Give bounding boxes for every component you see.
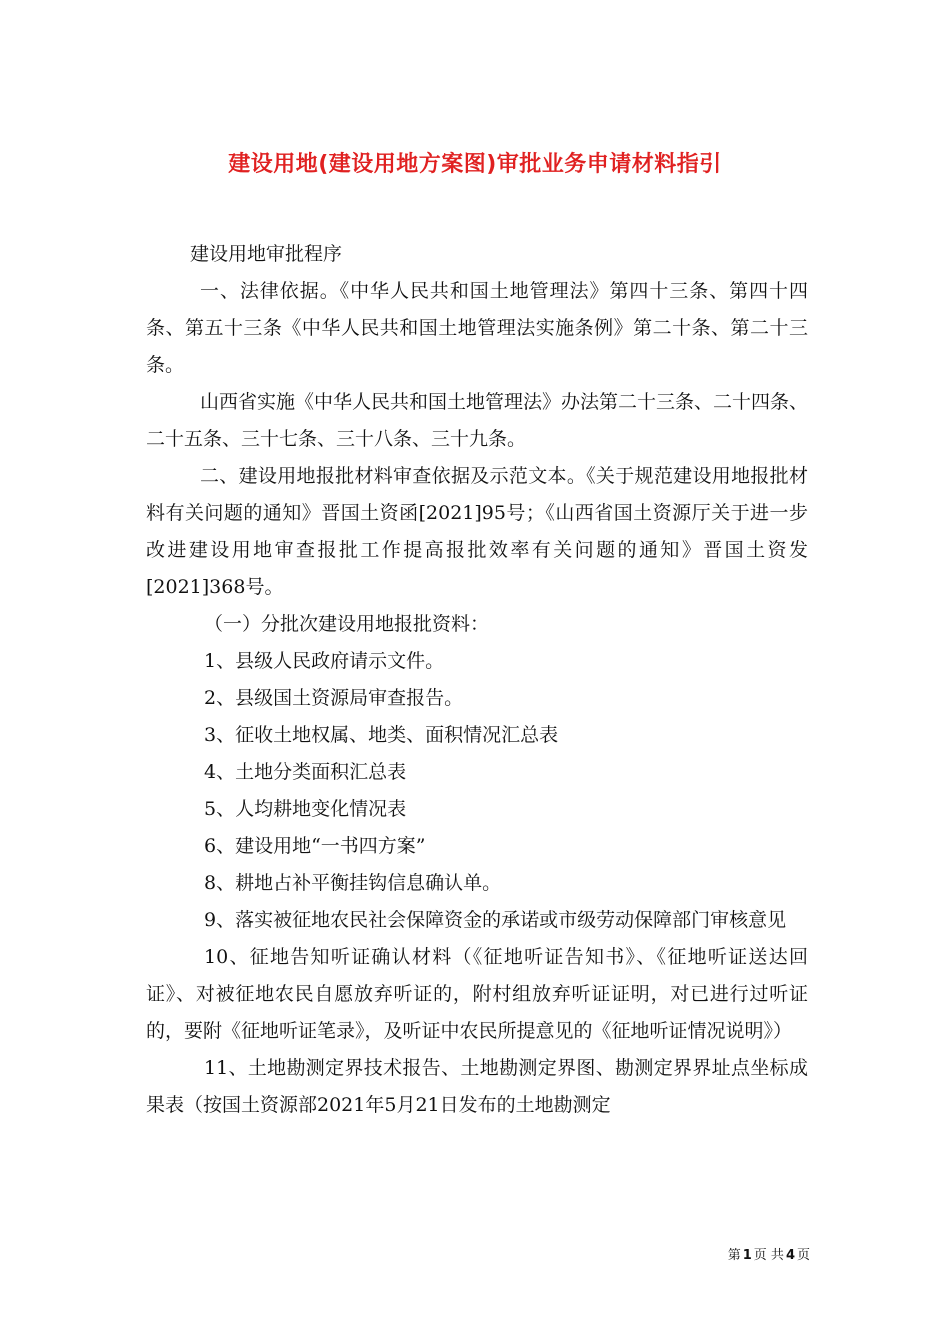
footer-prefix: 第 xyxy=(727,1248,741,1263)
document-body xyxy=(146,236,808,1124)
page-number-footer xyxy=(700,1247,810,1265)
document-title: 建设用地(建设用地方案图)审批业务申请材料指引 xyxy=(228,151,722,177)
list-item: 2、县级国土资源局审查报告。 xyxy=(204,687,464,709)
paragraph-batch-materials-heading: （一）分批次建设用地报批资料： xyxy=(204,613,490,635)
footer-total-pages: 4 xyxy=(785,1248,795,1263)
list-item: 8、耕地占补平衡挂钩信息确认单。 xyxy=(204,872,502,894)
paragraph-section-heading: 建设用地审批程序 xyxy=(190,243,343,265)
paragraph-legal-basis: 一、法律依据。《中华人民共和国土地管理法》第四十三条、第四十四条、第五十三条《中华人民共和国土地管理法实施条例》第二十条、第二十三条。 xyxy=(146,280,808,376)
paragraph-review-basis: 二、建设用地报批材料审查依据及示范文本。《关于规范建设用地报批材料有关问题的通知》晋国土资函[2021]95号；《山西省国土资源厅关于进一步改进建设用地审查报批工作提高报批效率有关问题的通知》晋国土资发[2021]368号。 xyxy=(146,465,808,598)
footer-current-page: 1 xyxy=(742,1248,752,1263)
list-item: 5、人均耕地变化情况表 xyxy=(204,798,407,820)
paragraph-shanxi-measures: 山西省实施《中华人民共和国土地管理法》办法第二十三条、二十四条、二十五条、三十七条、三十八条、三十九条。 xyxy=(146,391,809,450)
list-item: 10、征地告知听证确认材料（《征地听证告知书》、《征地听证送达回证》、对被征地农民自愿放弃听证的，附村组放弃听证证明，对已进行过听证的，要附《征地听证笔录》，及听证中农民所提意见的《征地听证情况说明》） xyxy=(146,946,808,1042)
list-item: 9、落实被征地农民社会保障资金的承诺或市级劳动保障部门审核意见 xyxy=(204,909,787,931)
list-item: 11、土地勘测定界技术报告、土地勘测定界图、勘测定界界址点坐标成果表（按国土资源部2021年5月21日发布的土地勘测定 xyxy=(146,1057,808,1116)
footer-suffix: 页 xyxy=(796,1248,810,1263)
footer-middle: 页 共 xyxy=(753,1248,784,1263)
list-item: 1、县级人民政府请示文件。 xyxy=(204,650,445,672)
list-item: 4、土地分类面积汇总表 xyxy=(204,761,407,783)
list-item: 3、征收土地权属、地类、面积情况汇总表 xyxy=(204,724,559,746)
list-item: 6、建设用地“一书四方案” xyxy=(204,835,426,857)
